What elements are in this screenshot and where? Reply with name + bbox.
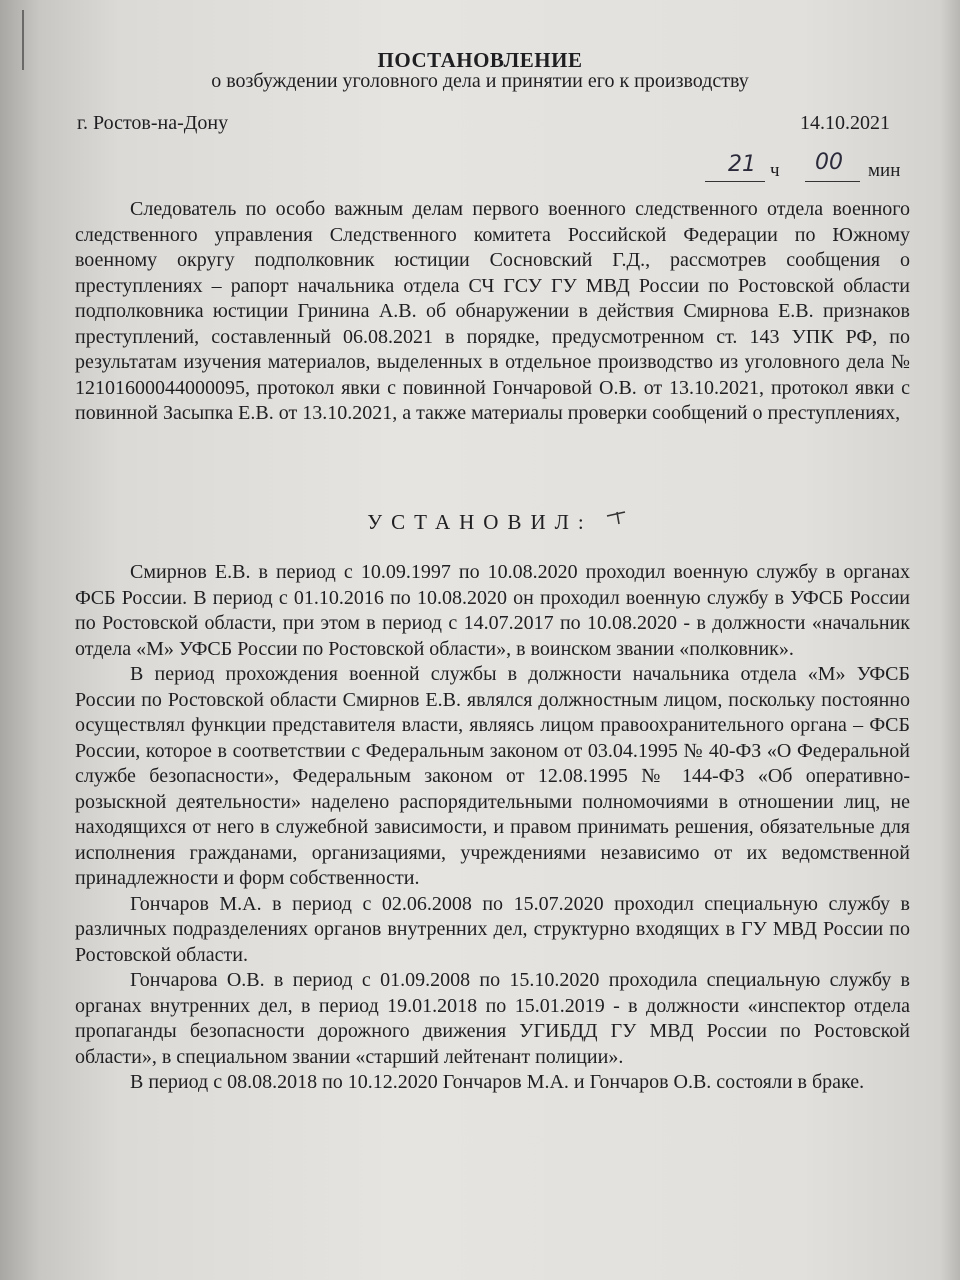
hours-underline xyxy=(705,181,765,182)
minutes-underline xyxy=(805,181,860,182)
document-title: ПОСТАНОВЛЕНИЕ xyxy=(377,48,583,72)
handwritten-hours: 21 xyxy=(728,152,756,177)
intro-paragraph xyxy=(75,197,910,427)
handwritten-check-mark xyxy=(605,508,629,528)
paragraph-smirnov-service: Смирнов Е.В. в период с 10.09.1997 по 10.08.2020 проходил военную службу в органах ФСБ России. В период с 01.10.2016 по 10.08.2020 он проходил военную службу в УФСБ России по Ростовской области, при этом в период с 14.07.2017 по 10.08.2020 - в должности «начальник отдела «М» УФСБ России по Ростовской области», в воинском звании «полковник». xyxy=(75,561,910,660)
body-text xyxy=(75,560,910,1096)
time-of-issue xyxy=(700,150,920,188)
paragraph-marriage: В период с 08.08.2018 по 10.12.2020 Гончаров М.А. и Гончаров О.В. состояли в браке. xyxy=(130,1071,865,1093)
paragraph-goncharova-service: Гончарова О.В. в период с 01.09.2008 по 15.10.2020 проходила специальную службу в органах внутренних дел, в период 19.01.2018 по 15.01.2019 - в должности «инспектор отдела пропаганды безопасности дорожного движения УГИБДД ГУ МВД России по Ростовской области», в специальном звании «старший лейтенант полиции». xyxy=(75,969,910,1068)
paragraph-smirnov-authority: В период прохождения военной службы в должности начальника отдела «М» УФСБ России по Ростовской области Смирнов Е.В. являлся должностным лицом, поскольку постоянно осуществлял функции представителя власти, являясь лицом правоохранительного органа – ФСБ России, которое в соответствии с Федеральным законом от 03.04.1995 № 40-ФЗ «О Федеральной службе безопасности», Федеральным законом от 12.08.1995 № 144-ФЗ «Об оперативно-розыскной деятельности» наделено распорядительными полномочиями в отношении лиц, не находящихся от него в служебной зависимости, и правом принимать решения, обязательные для исполнения гражданами, организациями, учреждениями независимо от их ведомственной принадлежности и форм собственности. xyxy=(75,663,910,889)
place-of-issue: г. Ростов-на-Дону xyxy=(77,112,229,134)
hours-label: ч xyxy=(770,160,780,181)
minutes-label: мин xyxy=(868,160,901,181)
handwritten-minutes: 00 xyxy=(815,150,843,175)
document-subtitle: о возбуждении уголовного дела и принятии его к производству xyxy=(211,70,749,92)
paragraph-goncharov-service: Гончаров М.А. в период с 02.06.2008 по 15.07.2020 проходил специальную службу в различных подразделениях органов внутренних дел, структурно входящих в ГУ МВД России по Ростовской области. xyxy=(75,892,910,966)
issue-date: 14.10.2021 xyxy=(800,112,890,134)
intro-text: Следователь по особо важным делам первого военного следственного отдела военного следственного управления Следственного комитета Российской Федерации по Южному военному округу подполковник юстиции Сосновский Г.Д., рассмотрев сообщения о преступлениях – рапорт начальника отдела СЧ ГСУ ГУ МВД России по Ростовской области подполковника юстиции Гринина А.В. об обнаружении в действия Смирнова Е.В. признаков преступлений, составленный 06.08.2021 в порядке, предусмотренном ст. 143 УПК РФ, по результатам изучения материалов, выделенных в отдельное производство из уголовного дела № 12101600044000095, протокол явки с повинной Гончаровой О.В. от 13.10.2021, протокол явки с повинной Засыпка Е.В. от 13.10.2021, а также материалы проверки сообщений о преступлениях, xyxy=(75,198,910,424)
section-heading: УСТАНОВИЛ: xyxy=(367,510,593,534)
